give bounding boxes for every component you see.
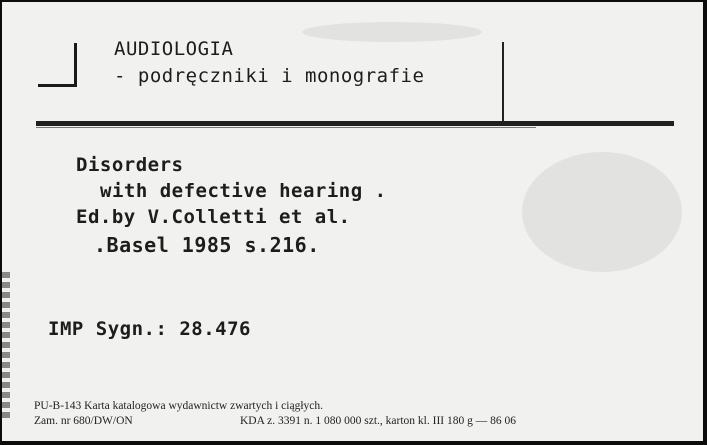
- subject-heading: AUDIOLOGIA: [114, 38, 234, 60]
- title-line-1: Disorders: [76, 154, 184, 176]
- footer-print-info: KDA z. 3391 n. 1 080 000 szt., karton kl. III 180 g — 86 06: [240, 415, 516, 427]
- header-divider: [502, 42, 504, 122]
- card-edge-marks: [2, 272, 10, 422]
- editor-line: Ed.by V.Colletti et al.: [76, 206, 351, 228]
- title-line-2: with defective hearing .: [100, 180, 387, 202]
- shelfmark: IMP Sygn.: 28.476: [48, 318, 251, 340]
- corner-bracket: [74, 43, 77, 87]
- imprint-line: .Basel 1985 s.216.: [94, 233, 320, 257]
- catalog-card: [2, 2, 703, 441]
- header-rule-shadow: [36, 127, 536, 128]
- header-rule: [36, 121, 674, 126]
- corner-bracket: [38, 84, 77, 87]
- footer-order-number: Zam. nr 680/DW/ON: [34, 415, 133, 427]
- paper-stain: [302, 22, 482, 42]
- subject-subheading: - podręczniki i monografie: [114, 65, 425, 87]
- footer-form-id: PU-B-143 Karta katalogowa wydawnictw zwartych i ciągłych.: [34, 400, 324, 412]
- paper-stain: [522, 152, 682, 272]
